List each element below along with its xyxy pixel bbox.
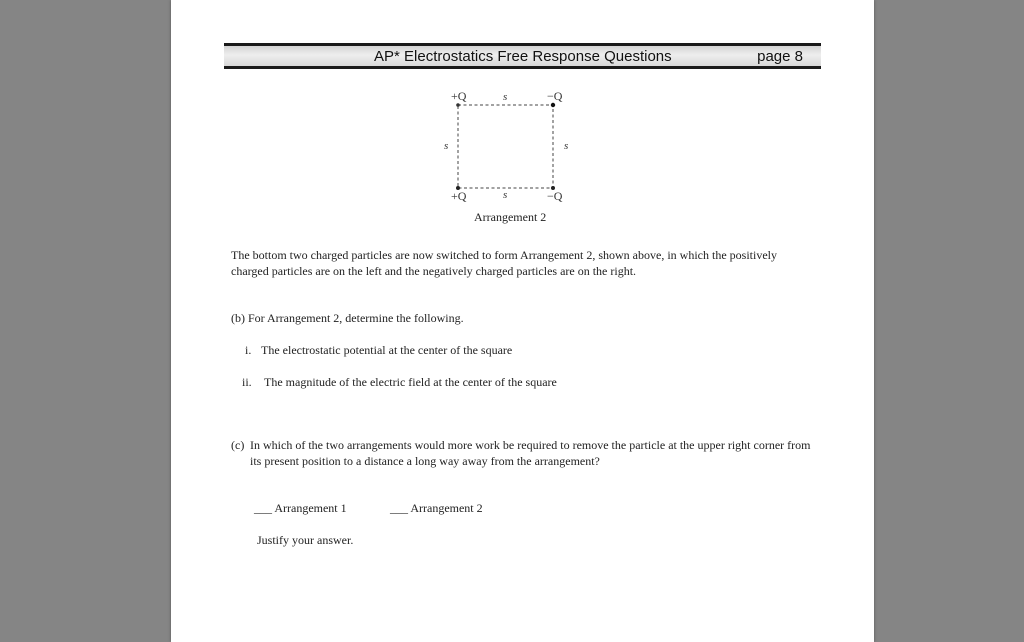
intro-line-1: The bottom two charged particles are now switched to form Arrangement 2, shown above, in which the positively (231, 248, 777, 262)
page-number: page 8 (757, 48, 803, 65)
justify-prompt: Justify your answer. (257, 533, 354, 547)
label-top-left-charge: +Q (451, 89, 467, 103)
answer-option-arrangement-1[interactable]: ___ Arrangement 1 (254, 501, 347, 515)
label-side-left: s (444, 140, 449, 152)
header-title: AP* Electrostatics Free Response Questions (374, 48, 672, 65)
figure-caption: Arrangement 2 (474, 210, 547, 224)
label-bottom-left-charge: +Q (451, 189, 467, 203)
square-dashed-outline (458, 105, 553, 188)
answer-option-arrangement-2[interactable]: ___ Arrangement 2 (390, 501, 483, 515)
page-header (224, 43, 821, 69)
label-bottom-right-charge: −Q (547, 189, 563, 203)
charge-dot-top-right (551, 103, 555, 107)
part-b-prompt: (b) For Arrangement 2, determine the following. (231, 311, 464, 325)
document-page (171, 0, 874, 642)
intro-line-2: charged particles are on the left and the negatively charged particles are on the right. (231, 264, 637, 278)
label-side-right: s (564, 140, 569, 152)
part-b-item-1-text: The electrostatic potential at the center of the square (261, 343, 513, 357)
part-b-item-2-text: The magnitude of the electric field at the center of the square (264, 375, 557, 389)
label-side-top: s (503, 91, 508, 103)
part-c-line-2: its present position to a distance a long way away from the arrangement? (250, 454, 600, 468)
square-charge-diagram (441, 85, 581, 205)
label-side-bottom: s (503, 189, 508, 201)
part-c-label: (c) (231, 438, 245, 452)
label-top-right-charge: −Q (547, 89, 563, 103)
part-b-item-2-number: ii. (242, 375, 252, 389)
arrangement-figure (441, 85, 581, 205)
part-c-line-1: In which of the two arrangements would more work be required to remove the particle at the upper right corner from (250, 438, 811, 452)
charge-dot-top-left (456, 103, 460, 107)
part-b-item-1-number: i. (245, 343, 252, 357)
